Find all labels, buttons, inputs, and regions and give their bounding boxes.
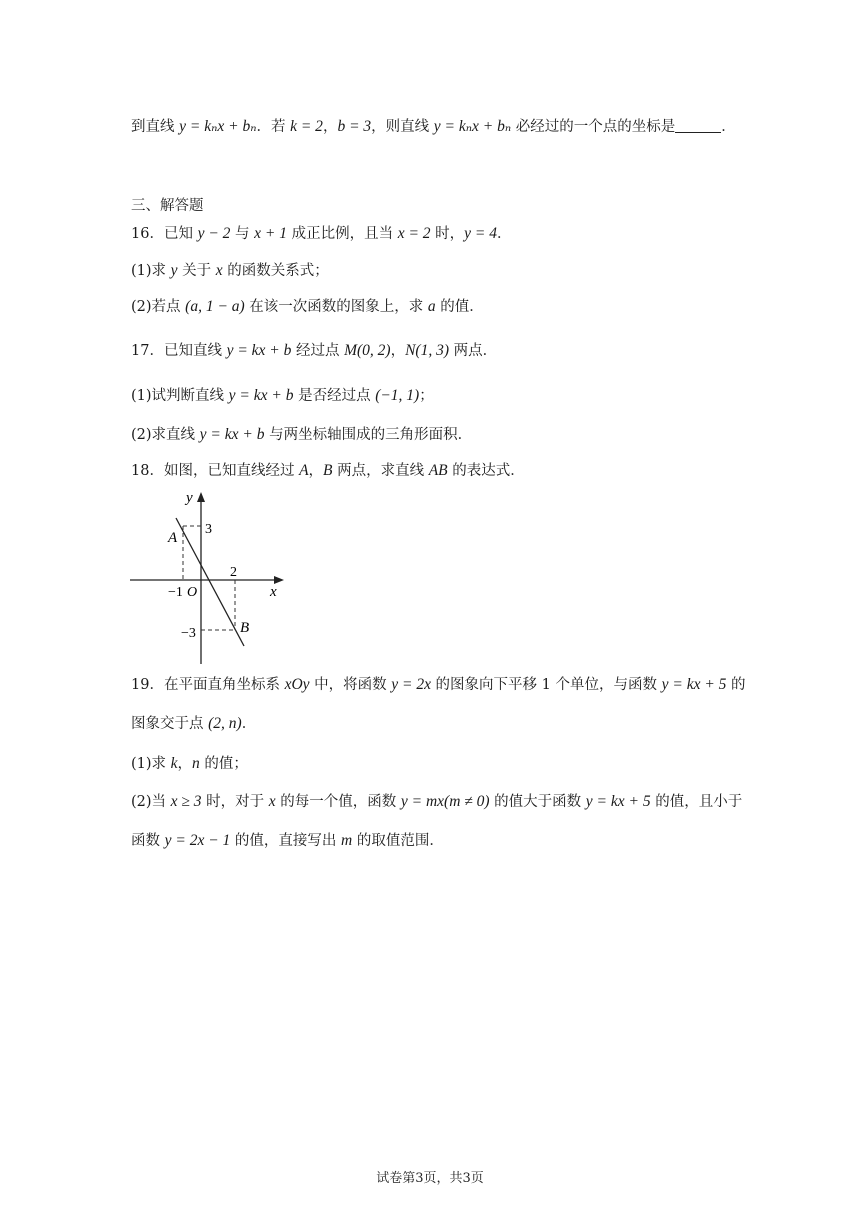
text-fragment: 的值，直接写出 xyxy=(230,833,342,849)
tick-label-3: 3 xyxy=(205,522,212,537)
math-expression: y = 2x − 1 xyxy=(164,832,231,849)
text-fragment: ． xyxy=(241,716,257,732)
q19-part1 xyxy=(131,754,248,774)
text-fragment: 的表达式． xyxy=(447,463,525,479)
math-expression: y = mx(m ≠ 0) xyxy=(400,793,490,810)
math-expression: y xyxy=(170,262,178,279)
section-title: 三、解答题 xyxy=(131,198,204,214)
math-expression: y = kₙx + bₙ xyxy=(433,118,512,135)
q19-stem-line2 xyxy=(131,714,256,734)
math-expression: x xyxy=(268,793,276,810)
text-fragment: (2)当 xyxy=(131,794,171,810)
math-expression: y = kx + b xyxy=(228,387,294,404)
text-fragment: 18．如图，已知直线经过 xyxy=(131,463,300,479)
q17-part2 xyxy=(131,425,472,445)
q17-part1 xyxy=(131,386,434,406)
text-fragment: 两点． xyxy=(449,343,498,359)
text-fragment: 16．已知 xyxy=(131,226,198,242)
q15-continuation xyxy=(131,117,736,137)
math-expression: b = 3 xyxy=(337,118,372,135)
math-expression: (2, n) xyxy=(208,715,242,732)
q16-part1 xyxy=(131,261,329,281)
y-axis-label: y xyxy=(186,490,193,506)
math-expression: xOy xyxy=(284,676,310,693)
text-fragment: 的函数关系式； xyxy=(222,263,329,279)
math-expression: x = 2 xyxy=(397,225,431,242)
text-fragment: 两点，求直线 xyxy=(332,463,429,479)
text-fragment: (1)试判断直线 xyxy=(131,388,229,404)
math-expression: x xyxy=(215,262,223,279)
text-fragment: 的 xyxy=(726,677,746,693)
origin-label: O xyxy=(187,585,198,600)
text-fragment: 的值； xyxy=(199,756,248,772)
text-fragment: ， xyxy=(177,756,193,772)
math-expression: y = kx + 5 xyxy=(661,676,727,693)
text-fragment: (2)求直线 xyxy=(131,427,200,443)
text-fragment: 的值，且小于 xyxy=(650,794,743,810)
q19-part2-line2 xyxy=(131,831,444,851)
text-fragment: (1)求 xyxy=(131,756,171,772)
q16-part2 xyxy=(131,297,484,317)
text-fragment: 的值大于函数 xyxy=(489,794,586,810)
text-fragment: 的图象向下平移 1 个单位，与函数 xyxy=(430,677,662,693)
math-expression: x + 1 xyxy=(254,225,287,242)
y-axis-arrow-icon xyxy=(197,492,205,502)
math-expression: (−1, 1) xyxy=(375,387,420,404)
math-expression: y = 4 xyxy=(464,225,497,242)
text-fragment: 时， xyxy=(430,226,465,242)
x-axis-arrow-icon xyxy=(274,576,284,584)
text-fragment: ， xyxy=(308,463,324,479)
x-axis-label: x xyxy=(270,584,277,600)
text-fragment: 19．在平面直角坐标系 xyxy=(131,677,285,693)
tick-label-neg3: −3 xyxy=(181,626,196,641)
q16-stem xyxy=(131,224,511,244)
text-fragment: 在该一次函数的图象上，求 xyxy=(244,299,428,315)
text-fragment: ， xyxy=(322,119,338,135)
tick-label-2: 2 xyxy=(230,565,237,580)
math-expression: B xyxy=(323,462,333,479)
text-fragment: (2)若点 xyxy=(131,299,186,315)
text-fragment: 函数 xyxy=(131,833,165,849)
text-fragment: 中，将函数 xyxy=(309,677,392,693)
text-fragment: 必经过的一个点的坐标是 xyxy=(511,119,676,135)
tick-label-neg1: −1 xyxy=(168,585,183,600)
text-fragment: 与 xyxy=(230,226,255,242)
q18-stem xyxy=(131,461,525,481)
math-expression: y = kx + b xyxy=(199,426,265,443)
math-expression: N(1, 3) xyxy=(405,342,450,359)
text-fragment: 的取值范围． xyxy=(352,833,444,849)
text-fragment: ，则直线 xyxy=(371,119,434,135)
q19-part2 xyxy=(131,792,742,812)
point-b-label: B xyxy=(240,620,250,636)
math-expression: y = kx + 5 xyxy=(585,793,651,810)
math-expression: (a, 1 − a) xyxy=(185,298,245,315)
math-expression: x ≥ 3 xyxy=(170,793,202,810)
math-expression: y = kₙx + bₙ xyxy=(179,118,257,135)
text-fragment: ； xyxy=(419,388,434,404)
math-expression: a xyxy=(427,298,436,315)
math-expression: y = 2x xyxy=(391,676,431,693)
text-fragment: ， xyxy=(390,343,406,359)
text-fragment: 的每一个值，函数 xyxy=(275,794,401,810)
q18-coordinate-figure xyxy=(126,486,296,668)
math-expression: k xyxy=(170,755,178,772)
math-expression: M(0, 2) xyxy=(344,342,391,359)
math-expression: m xyxy=(341,832,353,849)
math-expression: y − 2 xyxy=(197,225,231,242)
page-footer: 试卷第3页，共3页 xyxy=(376,1171,484,1186)
text-fragment: (1)求 xyxy=(131,263,171,279)
text-fragment: ．若 xyxy=(256,119,291,135)
text-fragment: 的值． xyxy=(435,299,484,315)
text-fragment: 到直线 xyxy=(131,119,180,135)
math-expression: A xyxy=(299,462,309,479)
text-fragment: 时，对于 xyxy=(201,794,269,810)
q19-stem-line1 xyxy=(131,675,746,695)
answer-blank[interactable] xyxy=(675,118,721,133)
math-expression: k = 2 xyxy=(290,118,323,135)
text-fragment: 图象交于点 xyxy=(131,716,209,732)
point-a-label: A xyxy=(168,530,178,546)
q17-stem xyxy=(131,341,497,361)
text-fragment: 是否经过点 xyxy=(293,388,376,404)
text-fragment: 成正比例，且当 xyxy=(286,226,398,242)
text-fragment: ． xyxy=(721,119,736,135)
math-expression: AB xyxy=(428,462,448,479)
text-fragment: 经过点 xyxy=(291,343,345,359)
text-fragment: 与两坐标轴围成的三角形面积． xyxy=(264,427,473,443)
math-expression: n xyxy=(192,755,200,772)
text-fragment: 17．已知直线 xyxy=(131,343,227,359)
math-expression: y = kx + b xyxy=(226,342,292,359)
text-fragment: ． xyxy=(496,226,512,242)
text-fragment: 关于 xyxy=(177,263,216,279)
